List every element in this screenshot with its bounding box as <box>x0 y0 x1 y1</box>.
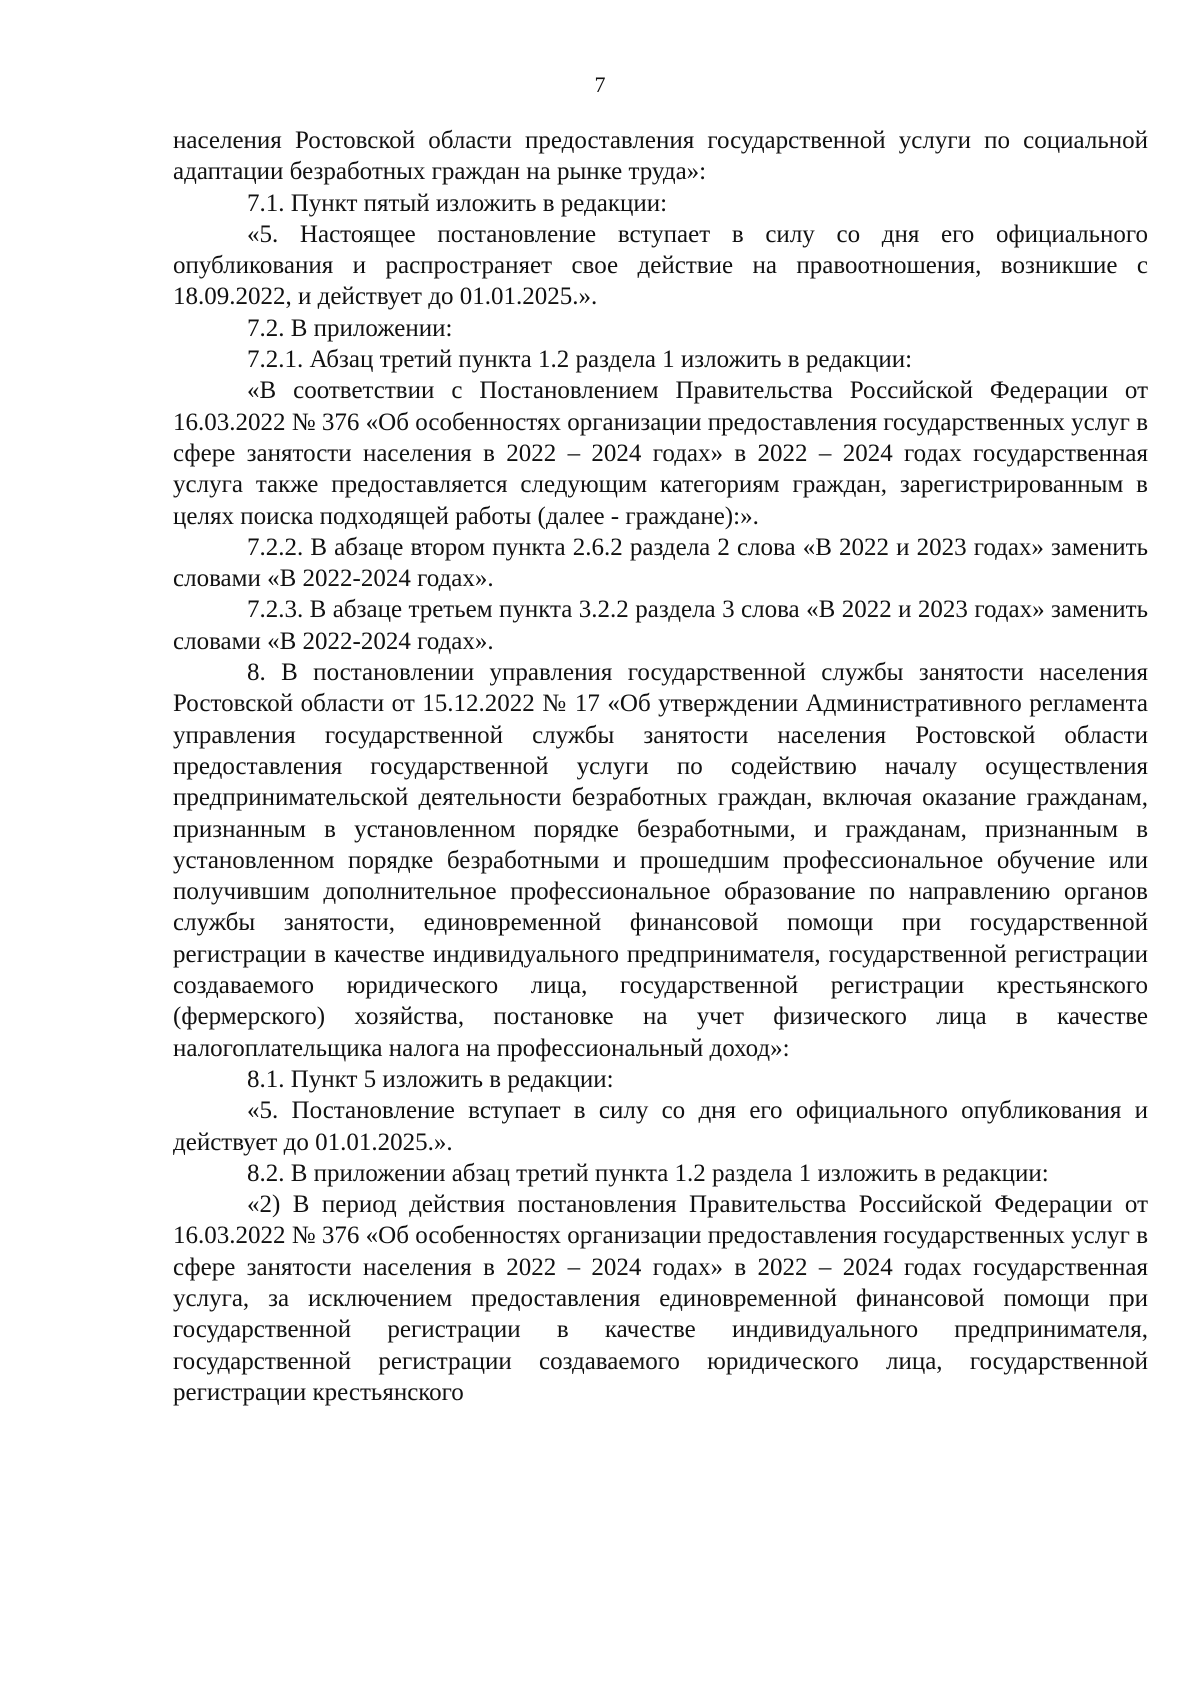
paragraph-continuation: населения Ростовской области предоставления государственной услуги по социальной адаптации безработных граждан на рынке труда»: <box>173 127 1148 186</box>
document-body <box>173 125 1148 1408</box>
paragraph-8: 8. В постановлении управления государственной службы занятости населения Ростовской области от 15.12.2022 № 17 «Об утверждении Административного регламента управления государственной службы занятости населения Ростовской области предоставления государственной услуги по содействию началу осуществления предпринимательской деятельности безработных граждан, включая оказание гражданам, признанным в установленном порядке безработными, и гражданам, признанным в установленном порядке безработными и прошедшим профессиональное обучение или получившим дополнительное профессиональное образование по направлению органов службы занятости, единовременной финансовой помощи при государственной регистрации в качестве индивидуального предпринимателя, государственной регистрации создаваемого юридического лица, государственной регистрации крестьянского (фермерского) хозяйства, постановке на учет физического лица в качестве налогоплательщика налога на профессиональный доход»: <box>173 659 1148 1062</box>
paragraph-7-2-2: 7.2.2. В абзаце втором пункта 2.6.2 раздела 2 слова «В 2022 и 2023 годах» заменить словами «В 2022-2024 годах». <box>173 533 1148 593</box>
paragraph-8-2: 8.2. В приложении абзац третий пункта 1.2 раздела 1 изложить в редакции: <box>247 1159 1049 1187</box>
paragraph-quote-5-postanovlenie: «5. Постановление вступает в силу со дня его официального опубликования и действует до 01.01.2025.». <box>173 1097 1148 1156</box>
paragraph-quote-2: «2) В период действия постановления Правительства Российской Федерации от 16.03.2022 № 376 «Об особенностях организации предоставления государственных услуг в сфере занятости населения в 2022 – 2024 годах» в 2022 – 2024 годах государственная услуга, за исключением предоставления единовременной финансовой помощи при государственной регистрации в качестве индивидуального предпринимателя, государственной регистрации создаваемого юридического лица, государственной регистрации крестьянского <box>173 1191 1148 1406</box>
paragraph-7-2-3: 7.2.3. В абзаце третьем пункта 3.2.2 раздела 3 слова «В 2022 и 2023 годах» заменить словами «В 2022-2024 годах». <box>173 596 1148 655</box>
page-number: 7 <box>594 72 606 97</box>
paragraph-7-2: 7.2. В приложении: <box>247 314 453 342</box>
paragraph-7-1: 7.1. Пункт пятый изложить в редакции: <box>247 189 668 217</box>
paragraph-quote-v-sootvetstvii: «В соответствии с Постановлением Правительства Российской Федерации от 16.03.2022 № 376 «Об особенностях организации предоставления государственных услуг в сфере занятости населения в 2022 – 2024 годах» в 2022 – 2024 годах государственная услуга также предоставляется следующим категориям граждан, зарегистрированным в целях поиска подходящей работы (далее - граждане):». <box>173 377 1148 530</box>
paragraph-7-2-1: 7.2.1. Абзац третий пункта 1.2 раздела 1 изложить в редакции: <box>247 346 913 374</box>
paragraph-8-1: 8.1. Пункт 5 изложить в редакции: <box>247 1065 614 1093</box>
paragraph-quote-5: «5. Настоящее постановление вступает в силу со дня его официального опубликования и распространяет свое действие на правоотношения, возникшие с 18.09.2022, и действует до 01.01.2025.». <box>173 220 1148 311</box>
